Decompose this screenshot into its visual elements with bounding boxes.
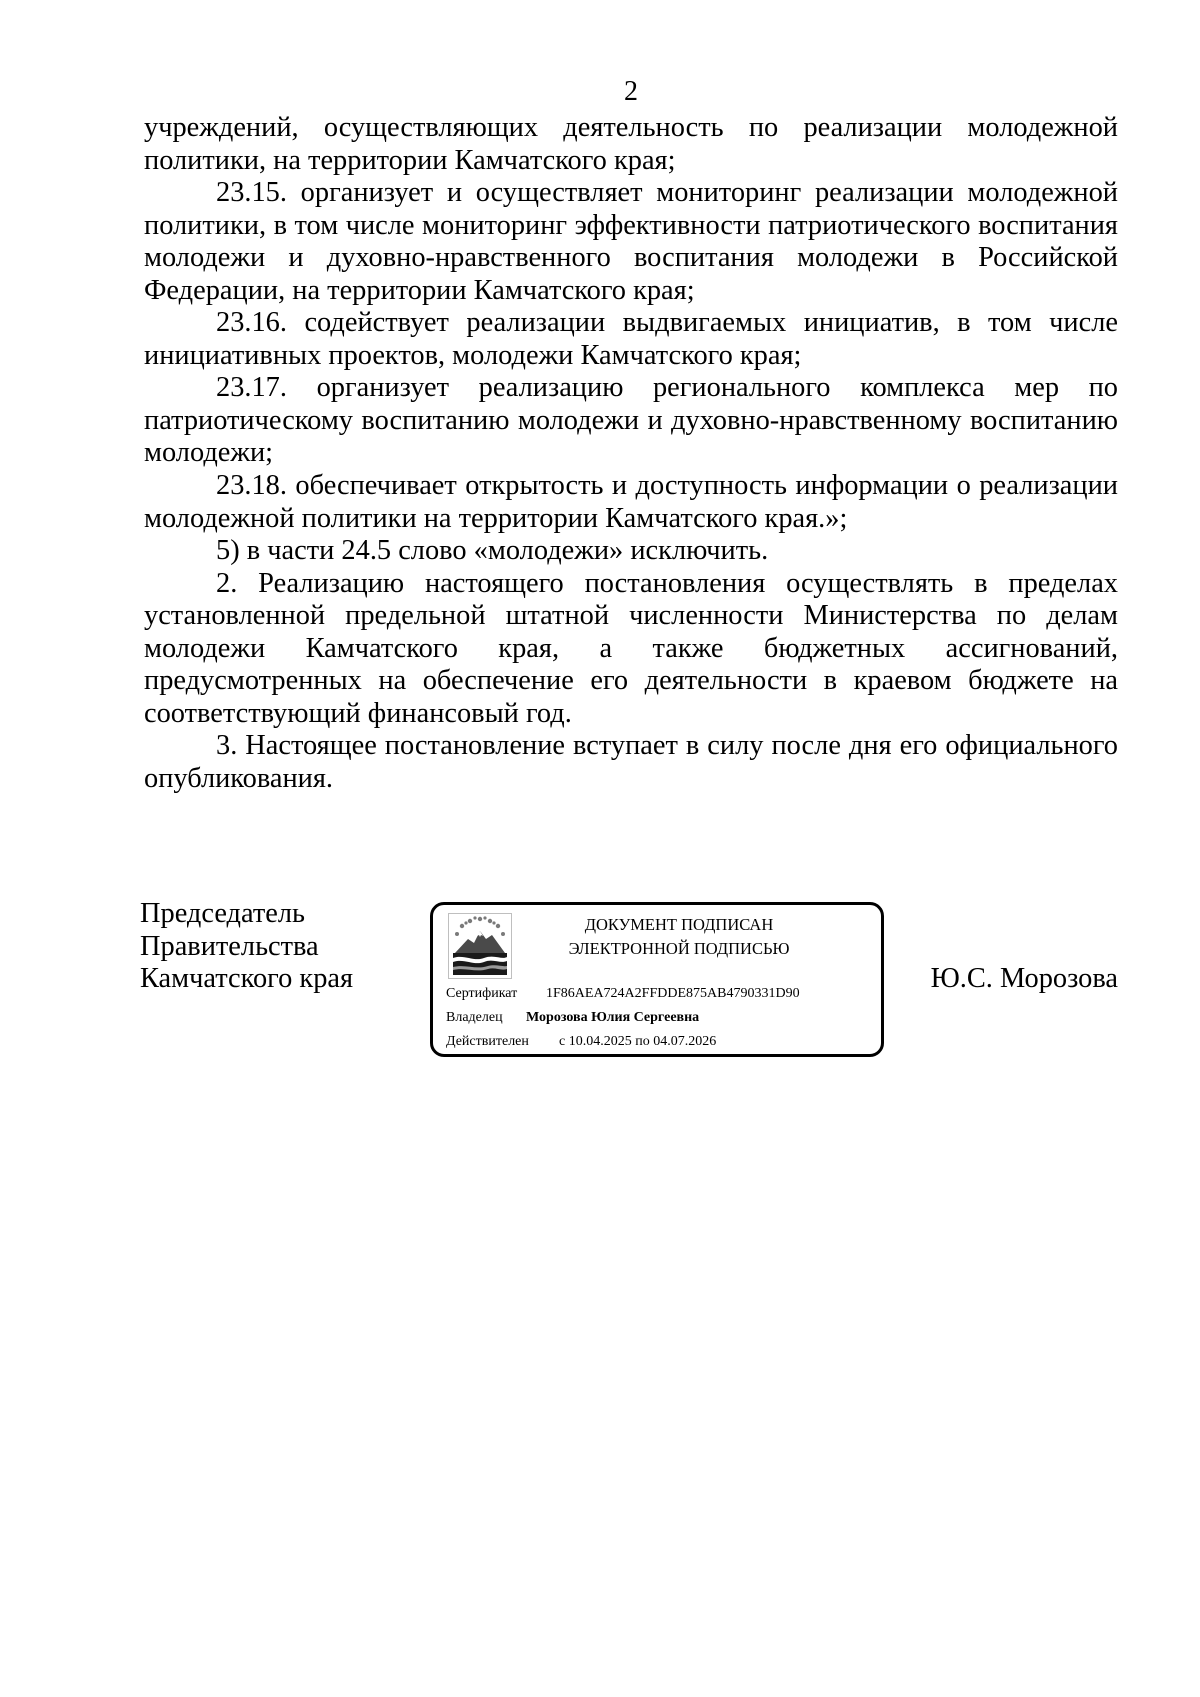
certificate-label: Сертификат	[446, 986, 518, 1001]
signer-title-line: Правительства	[140, 930, 319, 962]
owner-value: Морозова Юлия Сергеевна	[526, 1010, 700, 1025]
kamchatka-emblem-icon	[448, 913, 512, 979]
paragraph-item-5: 5) в части 24.5 слово «молодежи» исключить.	[216, 535, 769, 567]
stamp-heading-line: ЭЛЕКТРОННОЙ ПОДПИСЬЮ	[568, 939, 790, 958]
paragraph-item-23-17: 23.17. организует реализацию регионального комплекса мер по патриотическому воспитанию молодежи и духовно-нравственному воспитанию молодежи;	[144, 372, 1118, 469]
validity-label: Действителен	[446, 1034, 529, 1049]
document-body	[144, 112, 1118, 795]
stamp-heading-line: ДОКУМЕНТ ПОДПИСАН	[584, 915, 774, 934]
page-number: 2	[624, 76, 638, 107]
paragraph-item-23-18: 23.18. обеспечивает открытость и доступность информации о реализации молодежной политики на территории Камчатского края.»;	[144, 470, 1118, 534]
paragraph-clause-2: 2. Реализацию настоящего постановления осуществлять в пределах установленной предельной штатной численности Министерства по делам молодежи Камчатского края, а также бюджетных ассигнований, предусмотренных на обеспечение его деятельности в краевом бюджете на соответствующий финансовый год.	[144, 567, 1118, 729]
signer-title	[140, 898, 353, 996]
paragraph-item-23-16: 23.16. содействует реализации выдвигаемых инициатив, в том числе инициативных проектов, молодежи Камчатского края;	[144, 307, 1118, 371]
electronic-signature-stamp	[430, 902, 884, 1057]
paragraph-item-23-15: 23.15. организует и осуществляет мониторинг реализации молодежной политики, в том числе мониторинг эффективности патриотического воспитания молодежи и духовно-нравственного воспитания молодежи в Российской Федерации, на территории Камчатского края;	[144, 177, 1118, 306]
paragraph-clause-3: 3. Настоящее постановление вступает в силу после дня его официального опубликования.	[144, 730, 1118, 794]
stamp-certificate-row	[446, 985, 800, 1003]
stamp-heading	[529, 913, 829, 961]
signer-name: Ю.С. Морозова	[930, 963, 1118, 994]
signer-title-line: Камчатского края	[140, 963, 354, 994]
validity-value: с 10.04.2025 по 04.07.2026	[559, 1034, 717, 1049]
owner-label: Владелец	[446, 1010, 503, 1025]
certificate-value: 1F86AEA724A2FFDDE875AB4790331D90	[546, 986, 800, 1001]
paragraph-continuation: учреждений, осуществляющих деятельность по реализации молодежной политики, на территории Камчатского края;	[144, 112, 1118, 176]
stamp-owner-row	[446, 1009, 699, 1027]
signer-title-line: Председатель	[140, 898, 305, 929]
stamp-validity-row	[446, 1033, 716, 1051]
